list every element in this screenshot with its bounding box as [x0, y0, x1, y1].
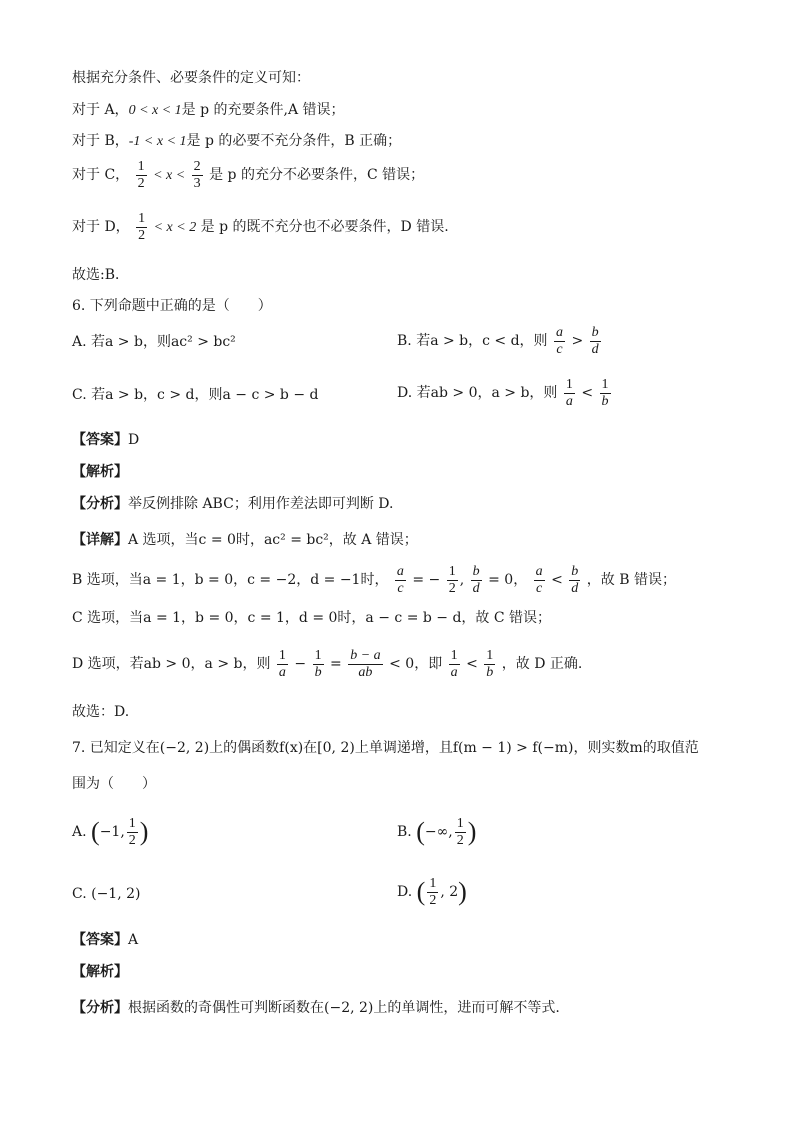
p5-intro: 根据充分条件、必要条件的定义可知： — [72, 70, 310, 86]
q7-option-d — [397, 872, 467, 912]
p5-a-prefix: 对于 A， — [72, 102, 129, 118]
p5-c-suffix: 是 p 的充分不必要条件，C 错误； — [209, 167, 425, 183]
p5-choose: 故选:B． — [72, 267, 130, 283]
q6-option-b — [397, 322, 603, 360]
q6-dd-suffix: ，故 D 正确. — [501, 656, 583, 672]
q6-db-f3: $\frac{b}{d}$ — [472, 563, 480, 596]
p5-c-frac1: $\frac{1}{2}$ — [137, 158, 145, 191]
p5-line-b — [72, 131, 401, 152]
q6-choose: 故选：D. — [72, 704, 130, 720]
p5-d-mid: < x < 2 — [153, 220, 197, 235]
q6-answer-value: D — [128, 432, 140, 448]
q6-option-a: A. 若a > b，则ac² > bc² — [72, 334, 236, 350]
q6-db-f4: $\frac{a}{c}$ — [535, 563, 543, 596]
q6-fenxi-tag: 【分析】 — [72, 496, 128, 512]
q6-db-pre: B 选项，当a = 1，b = 0，c = −2，d = −1时， — [72, 572, 389, 588]
q6-d-frac2: $\frac{1}{b}$ — [601, 376, 609, 409]
q6-answer-tag: 【答案】 — [72, 432, 128, 448]
q6-dd-lt0: < 0，即 — [389, 656, 443, 672]
q6-analysis-tag: 【解析】 — [72, 464, 128, 480]
q7-option-a — [72, 812, 148, 852]
q7-answer-tag: 【答案】 — [72, 932, 128, 948]
q6-answer — [72, 430, 139, 450]
q7-b-lparen: ( — [416, 817, 425, 846]
q7-a-in: −1, — [99, 824, 125, 840]
q7-a-frac: $\frac{1}{2}$ — [128, 815, 136, 848]
q6-dd-f2: $\frac{1}{b}$ — [314, 647, 322, 680]
q7-option-b — [397, 812, 476, 852]
q7-d-frac: $\frac{1}{2}$ — [429, 875, 437, 908]
p5-b-suffix: 是 p 的必要不充分条件，B 正确； — [186, 133, 402, 149]
p5-a-math: 0 < x < 1 — [128, 103, 182, 118]
q6-option-c: C. 若a > b，c > d，则a − c > b − d — [72, 387, 319, 403]
q6-db-lt: < — [551, 572, 563, 588]
q6-fenxi — [72, 494, 393, 514]
q7-d-lparen: ( — [416, 877, 426, 906]
q6-dd-f4: $\frac{1}{a}$ — [450, 647, 458, 680]
q7-option-c: C. (−1, 2) — [72, 886, 141, 902]
q6-detail-b: B 选项，当a = 1，b = 0，c = −2，d = −1时， $\frac{a}{c}$ = − $\frac{1}{2}$ , $\frac{b}{d}$ = 0， $\frac{a}{c}$ < $\frac{b}{d}$ ，故 B 错误； — [72, 563, 676, 596]
q7-a-rparen: ) — [139, 817, 149, 846]
q7-analysis-tag: 【解析】 — [72, 964, 128, 980]
p5-c-mid: < x < — [153, 168, 186, 183]
q6-detail-a — [72, 530, 418, 550]
p5-line-a — [72, 100, 345, 121]
q7-fenxi — [72, 998, 560, 1018]
q6-detail-c: C 选项，当a = 1，b = 0，c = 1，d = 0时，a − c = b − d，故 C 错误； — [72, 610, 552, 626]
q6-b-mid: > — [571, 333, 584, 349]
q6-dd-f3: $\frac{b - a}{ab}$ — [350, 647, 381, 680]
q6-db-eq: = − — [412, 572, 441, 588]
q6-detail-d — [72, 644, 582, 684]
q6-d-frac1: $\frac{1}{a}$ — [565, 376, 573, 409]
p5-line-d — [72, 210, 449, 245]
q7-b-in: −∞, — [424, 824, 453, 840]
q6-db-f1: $\frac{a}{c}$ — [396, 563, 404, 596]
q7-a-lparen: ( — [91, 817, 100, 846]
q6-stem: 6. 下列命题中正确的是（ ） — [72, 298, 272, 314]
q7-fenxi-text: 根据函数的奇偶性可判断函数在(−2, 2)上的单调性，进而可解不等式. — [128, 1000, 560, 1016]
q6-dd-f1: $\frac{1}{a}$ — [278, 647, 286, 680]
q7-b-rparen: ) — [467, 817, 477, 846]
q7-fenxi-tag: 【分析】 — [72, 1000, 128, 1016]
p5-line-c — [72, 158, 424, 193]
q6-d-mid: < — [581, 385, 594, 401]
q6-db-eq2: = 0， — [488, 572, 528, 588]
p5-d-prefix: 对于 D， — [72, 219, 130, 235]
p5-d-frac: $\frac{1}{2}$ — [138, 210, 146, 243]
p5-c-frac2: $\frac{2}{3}$ — [193, 158, 201, 191]
q6-b-frac2: $\frac{b}{d}$ — [591, 324, 599, 357]
p5-c-prefix: 对于 C， — [72, 167, 130, 183]
q6-dd-lt: < — [466, 656, 478, 672]
q7-d-pre: D. — [397, 884, 413, 900]
q7-answer-value: A — [128, 932, 139, 948]
q7-b-frac: $\frac{1}{2}$ — [456, 815, 464, 848]
q6-db-f5: $\frac{b}{d}$ — [571, 563, 579, 596]
q6-fenxi-text: 举反例排除 ABC；利用作差法即可判断 D. — [128, 496, 394, 512]
q6-dd-f5: $\frac{1}{b}$ — [486, 647, 494, 680]
p5-a-suffix: 是 p 的充要条件,A 错误； — [181, 102, 345, 118]
q7-d-in: , 2 — [440, 884, 459, 900]
p5-d-suffix: 是 p 的既不充分也不必要条件，D 错误. — [200, 219, 449, 235]
p5-b-prefix: 对于 B， — [72, 133, 129, 149]
q6-dd-pre: D 选项，若ab > 0，a > b，则 — [72, 656, 271, 672]
p5-b-math: -1 < x < 1 — [128, 134, 187, 149]
q6-dd-eq: = — [330, 656, 342, 672]
q7-answer — [72, 930, 138, 950]
q6-d-pre: D. 若ab > 0，a > b，则 — [397, 385, 558, 401]
q7-stem-line1: 7. 已知定义在(−2, 2)上的偶函数f(x)在[0, 2)上单调递增，且f(m − 1) > f(−m)，则实数m的取值范 — [72, 740, 699, 756]
q6-dd-minus: − — [294, 656, 307, 672]
q7-b-pre: B. — [397, 824, 412, 840]
q7-a-pre: A. — [72, 824, 87, 840]
q6-option-d — [397, 374, 613, 412]
q6-db-suffix: ，故 B 错误； — [586, 572, 676, 588]
q6-b-frac1: $\frac{a}{c}$ — [556, 324, 564, 357]
q6-b-pre: B. 若a > b，c < d，则 — [397, 333, 548, 349]
q6-detail-a-text: A 选项，当c = 0时，ac² = bc²，故 A 错误； — [128, 532, 418, 548]
q7-stem-line2: 围为（ ） — [72, 776, 156, 792]
q7-d-rparen: ) — [458, 877, 467, 906]
q6-xiangjie-tag: 【详解】 — [72, 532, 128, 548]
q6-db-f2: $\frac{1}{2}$ — [448, 563, 456, 596]
